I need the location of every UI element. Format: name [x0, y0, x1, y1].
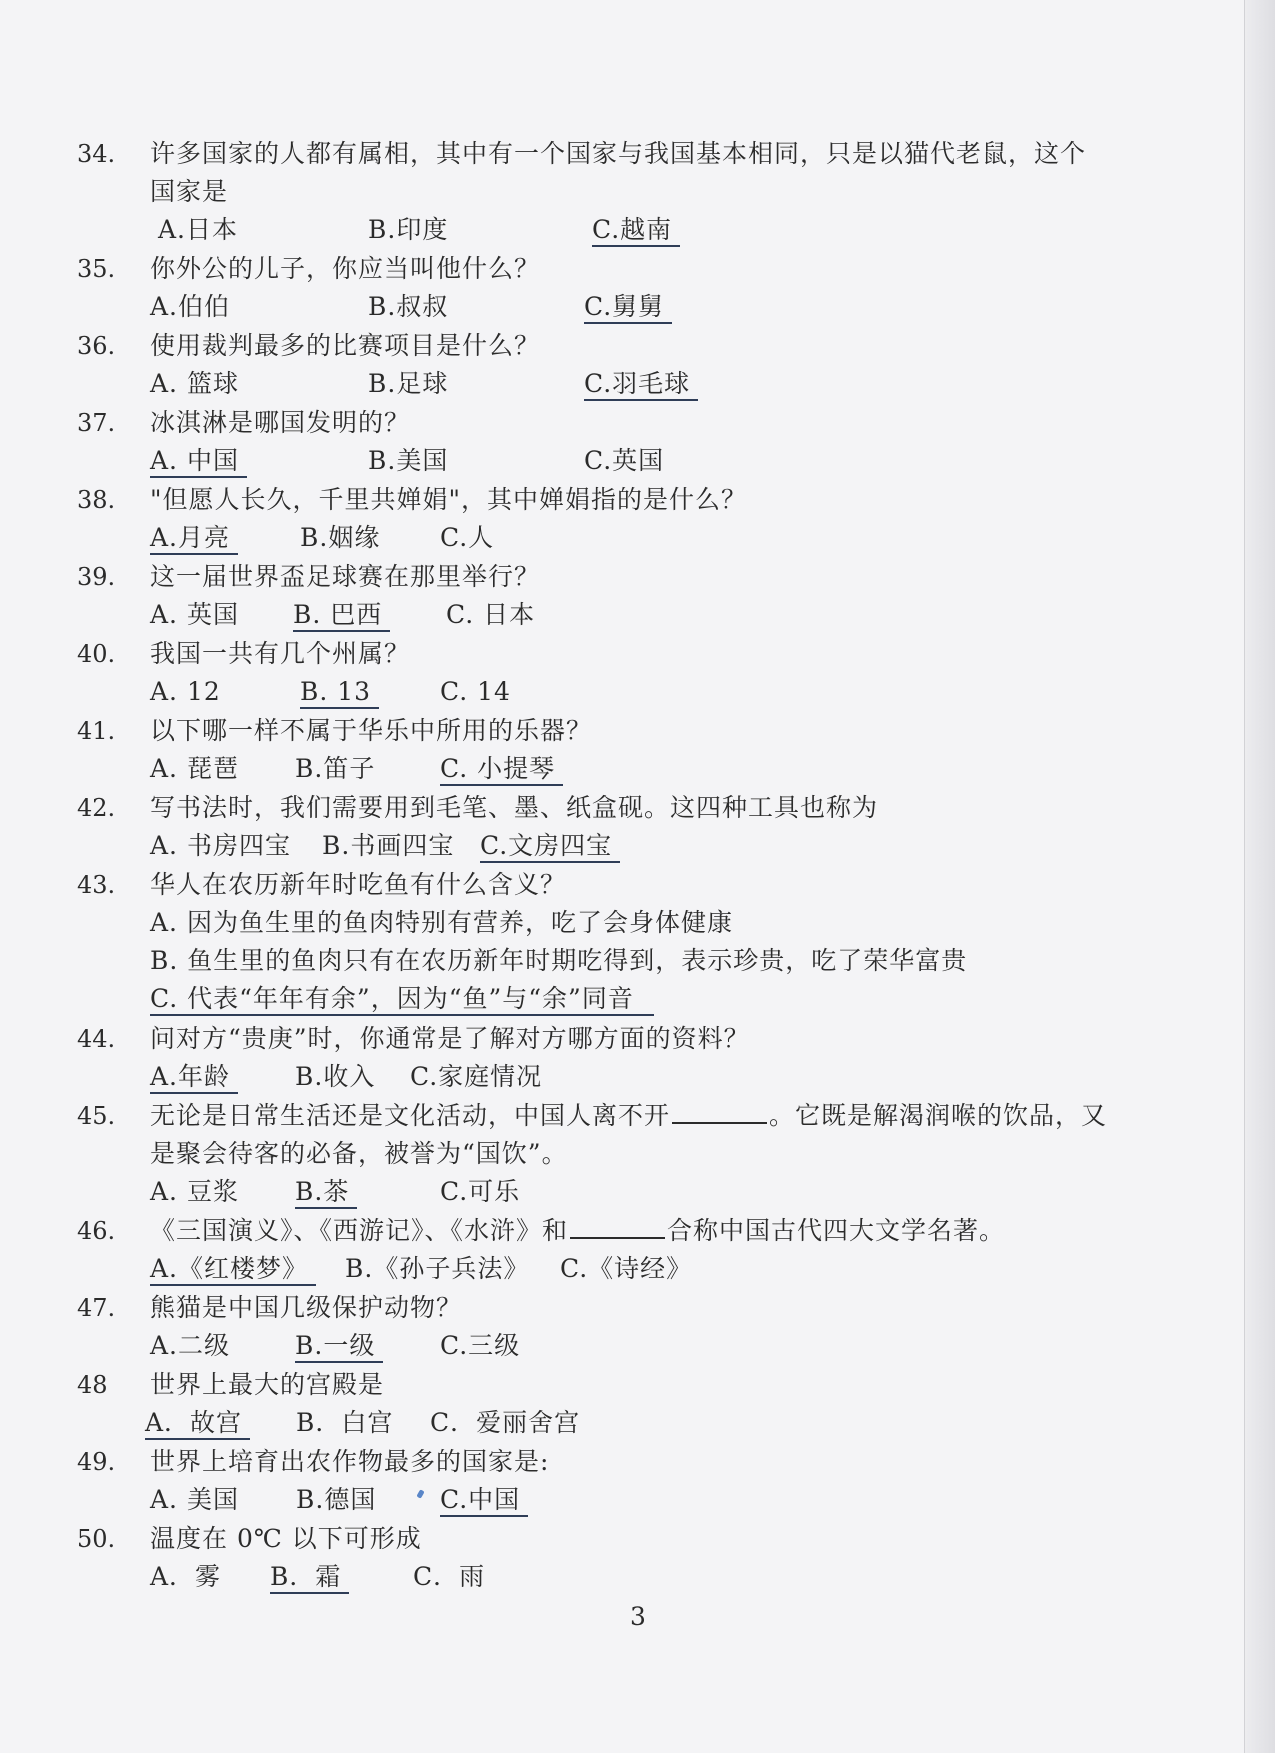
answer-option: B.姻缘: [300, 523, 381, 552]
answer-option: A.二级: [150, 1331, 231, 1360]
answer-option: A.伯伯: [150, 292, 231, 321]
answer-option: B.叔叔: [368, 292, 449, 321]
question-text: 使用裁判最多的比赛项目是什么？: [150, 331, 541, 360]
answer-option: A. 美国: [150, 1485, 239, 1514]
question-text: 许多国家的人都有属相，其中有一个国家与我国基本相同，只是以猫代老鼠，这个: [150, 139, 1087, 168]
question-text: 问对方“贵庚”时，你通常是了解对方哪方面的资料？: [150, 1024, 750, 1053]
answer-option: A．故宫: [145, 1404, 250, 1442]
answer-option: B．白宫: [296, 1408, 394, 1437]
question-number: 48: [77, 1371, 108, 1399]
question-number: 36.: [77, 332, 116, 360]
answer-option: C. 日本: [446, 600, 536, 629]
answer-option: B. 鱼生里的鱼肉只有在农历新年时期吃得到，表示珍贵，吃了荣华富贵: [150, 946, 968, 975]
question-text: 我国一共有几个州属？: [150, 639, 411, 668]
question-text: 写书法时，我们需要用到毛笔、墨、纸盒砚。这四种工具也称为: [150, 793, 879, 822]
answer-option: B.收入: [295, 1062, 376, 1091]
answer-option: B. 13: [300, 673, 379, 711]
question-number: 49.: [77, 1448, 116, 1476]
answer-option: B.一级: [295, 1327, 383, 1365]
question-text: 《三国演义》、《西游记》、《水浒》和 合称中国古代四大文学名著。: [150, 1212, 1005, 1250]
answer-option: C.越南: [592, 211, 680, 249]
answer-option: B.美国: [368, 446, 449, 475]
question-number: 41.: [77, 717, 116, 745]
question-number: 37.: [77, 409, 116, 437]
answer-option: B.印度: [368, 215, 449, 244]
question-number: 35.: [77, 255, 116, 283]
answer-option: A.月亮: [150, 519, 238, 557]
question-text: 熊猫是中国几级保护动物？: [150, 1293, 463, 1322]
answer-option: A. 因为鱼生里的鱼肉特别有营养，吃了会身体健康: [150, 908, 733, 937]
answer-option: B.茶: [295, 1173, 357, 1211]
answer-option: A．雾: [150, 1562, 222, 1591]
answer-option: C．雨: [413, 1562, 486, 1591]
answer-option: C.可乐: [440, 1177, 521, 1206]
paper-edge: [1244, 0, 1275, 1753]
answer-option: B.德国: [296, 1485, 377, 1514]
ink-mark: [416, 1489, 424, 1498]
question-text: 世界上最大的宫殿是: [150, 1370, 385, 1399]
answer-option: A. 书房四宝: [150, 831, 291, 860]
question-number: 44.: [77, 1025, 116, 1053]
answer-option: A.日本: [158, 215, 239, 244]
answer-option: C. 小提琴: [440, 750, 563, 788]
answer-option: B．霜: [270, 1558, 349, 1596]
answer-option: C.三级: [440, 1331, 521, 1360]
question-number: 34.: [77, 140, 116, 168]
answer-option: C.文房四宝: [480, 827, 620, 865]
answer-option: A. 篮球: [150, 369, 239, 398]
answer-option: A. 中国: [150, 442, 247, 480]
answer-option: B.笛子: [295, 754, 376, 783]
question-text: 华人在农历新年时吃鱼有什么含义？: [150, 870, 567, 899]
answer-option: A.年龄: [150, 1058, 238, 1096]
answer-option: A. 英国: [150, 600, 239, 629]
answer-option: A. 琵琶: [150, 754, 239, 783]
question-number: 43.: [77, 871, 116, 899]
question-text: "但愿人长久，千里共婵娟"，其中婵娟指的是什么？: [150, 485, 748, 514]
question-number: 38.: [77, 486, 116, 514]
answer-option: A. 12: [150, 677, 221, 706]
question-text: 国家是: [150, 177, 229, 206]
question-text: 温度在 0℃ 以下可形成: [150, 1524, 422, 1553]
question-number: 47.: [77, 1294, 116, 1322]
answer-option: B. 巴西: [293, 596, 390, 634]
question-text: 冰淇淋是哪国发明的？: [150, 408, 411, 437]
answer-option: C.中国: [440, 1481, 528, 1519]
question-number: 50.: [77, 1525, 116, 1553]
answer-option: C.舅舅: [584, 288, 672, 326]
answer-option: C. 代表“年年有余”，因为“鱼”与“余”同音: [150, 980, 654, 1018]
answer-option: C.羽毛球: [584, 365, 698, 403]
question-text: 是聚会待客的必备，被誉为“国饮”。: [150, 1139, 568, 1168]
answer-option: A.《红楼梦》: [150, 1250, 316, 1288]
question-number: 42.: [77, 794, 116, 822]
fill-in-blank: [672, 1098, 767, 1124]
question-text: 这一届世界盃足球赛在那里举行？: [150, 562, 541, 591]
answer-option: B.足球: [368, 369, 449, 398]
question-text: 世界上培育出农作物最多的国家是:: [150, 1447, 550, 1476]
question-number: 39.: [77, 563, 116, 591]
answer-option: C．爱丽舍宫: [430, 1408, 581, 1437]
answer-option: C.《诗经》: [560, 1254, 693, 1283]
answer-option: C.英国: [584, 446, 665, 475]
answer-option: B.《孙子兵法》: [345, 1254, 530, 1283]
answer-option: C. 14: [440, 677, 511, 706]
fill-in-blank: [570, 1213, 665, 1239]
page-number: 3: [630, 1602, 646, 1631]
question-number: 46.: [77, 1217, 116, 1245]
question-text: 无论是日常生活还是文化活动，中国人离不开 。它既是解渴润喉的饮品，又: [150, 1097, 1107, 1135]
question-text: 以下哪一样不属于华乐中所用的乐器？: [150, 716, 593, 745]
answer-option: C.家庭情况: [410, 1062, 543, 1091]
answer-option: A. 豆浆: [150, 1177, 239, 1206]
question-number: 45.: [77, 1102, 116, 1130]
question-text: 你外公的儿子，你应当叫他什么？: [150, 254, 541, 283]
answer-option: C.人: [440, 523, 495, 552]
question-number: 40.: [77, 640, 116, 668]
answer-option: B.书画四宝: [322, 831, 455, 860]
